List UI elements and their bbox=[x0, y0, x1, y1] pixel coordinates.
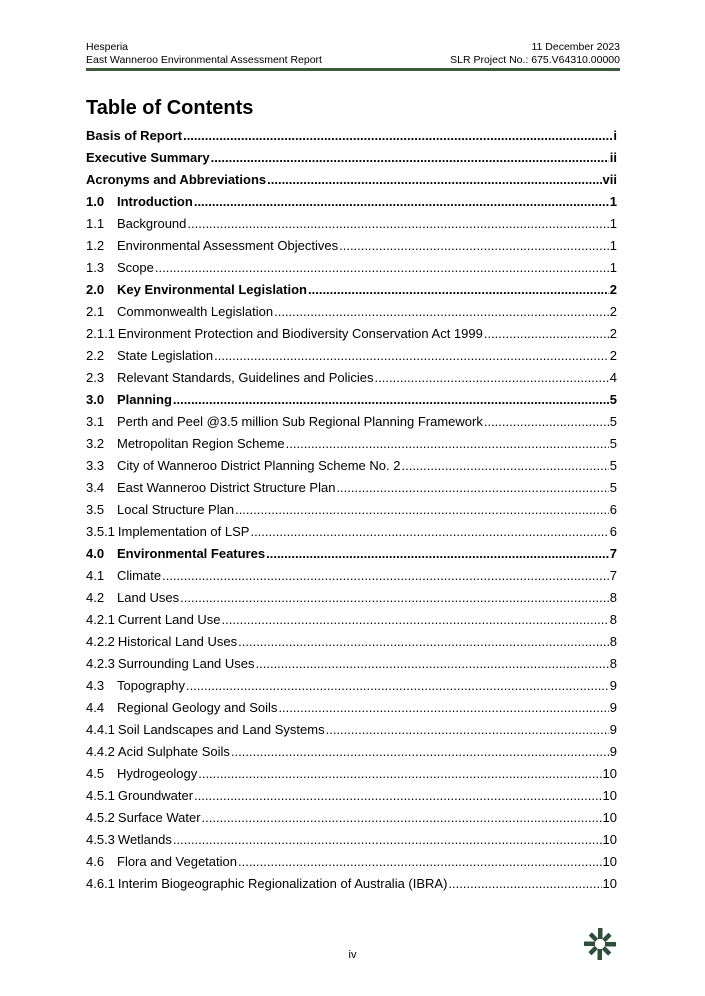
toc-entry[interactable] bbox=[86, 192, 617, 214]
toc-entry-number: 4.4.2 bbox=[86, 744, 115, 759]
toc-entry-title: Climate bbox=[117, 568, 162, 583]
toc-leader-dots bbox=[286, 434, 609, 454]
toc-entry[interactable] bbox=[86, 588, 617, 610]
toc-entry-title: Regional Geology and Soils bbox=[117, 700, 278, 715]
toc-leader-dots bbox=[266, 544, 609, 564]
toc-entry[interactable] bbox=[86, 126, 617, 148]
toc-entry-number: 1.3 bbox=[86, 260, 105, 275]
toc-entry[interactable] bbox=[86, 302, 617, 324]
toc-entry-title: Environmental Features bbox=[117, 546, 266, 561]
toc-leader-dots bbox=[180, 588, 609, 608]
toc-leader-dots bbox=[278, 698, 608, 718]
toc-entry-title: Executive Summary bbox=[86, 150, 210, 165]
toc-entry[interactable] bbox=[86, 434, 617, 456]
toc-entry-title: Relevant Standards, Guidelines and Policies bbox=[117, 370, 374, 385]
toc-entry-title: Acid Sulphate Soils bbox=[117, 744, 230, 759]
toc-leader-dots bbox=[231, 742, 609, 762]
logo-bar bbox=[598, 928, 603, 939]
page-number: iv bbox=[348, 949, 357, 961]
toc-leader-dots bbox=[401, 456, 608, 476]
toc-leader-dots bbox=[183, 126, 612, 146]
toc-entry-number: 4.2.3 bbox=[86, 656, 115, 671]
toc-entry-title: Local Structure Plan bbox=[117, 502, 235, 517]
toc-entry-page: 9 bbox=[609, 700, 617, 715]
toc-entry[interactable] bbox=[86, 874, 617, 896]
logo-bar bbox=[602, 946, 612, 956]
toc-entry-title: City of Wanneroo District Planning Scheme No. 2 bbox=[117, 458, 401, 473]
toc-entry[interactable] bbox=[86, 456, 617, 478]
toc-entry[interactable] bbox=[86, 742, 617, 764]
toc-entry-page: 10 bbox=[602, 766, 617, 781]
toc-entry-title: Interim Biogeographic Regionalization of Australia (IBRA) bbox=[117, 876, 448, 891]
toc-entry-number: 4.3 bbox=[86, 678, 105, 693]
toc-leader-dots bbox=[339, 236, 609, 256]
toc-entry-number: 4.2 bbox=[86, 590, 105, 605]
toc-entry-page: 9 bbox=[609, 722, 617, 737]
toc-entry[interactable] bbox=[86, 148, 617, 170]
toc-entry-page: 7 bbox=[609, 546, 617, 561]
header-divider bbox=[86, 68, 620, 71]
toc-entry-number: 2.1 bbox=[86, 304, 105, 319]
toc-entry[interactable] bbox=[86, 544, 617, 566]
toc-leader-dots bbox=[222, 610, 609, 630]
toc-entry-title: Historical Land Uses bbox=[117, 634, 238, 649]
toc-entry-title: Scope bbox=[117, 260, 154, 275]
header-project-number: SLR Project No.: 675.V64310.00000 bbox=[450, 54, 620, 66]
toc-entry[interactable] bbox=[86, 852, 617, 874]
page-header bbox=[86, 41, 620, 67]
toc-entry-page: 2 bbox=[609, 326, 617, 341]
toc-entry-number: 3.5 bbox=[86, 502, 105, 517]
toc-entry-number: 3.2 bbox=[86, 436, 105, 451]
header-date: 11 December 2023 bbox=[531, 41, 620, 53]
toc-entry[interactable] bbox=[86, 654, 617, 676]
toc-entry-page: 5 bbox=[609, 480, 617, 495]
toc-leader-dots bbox=[173, 830, 602, 850]
toc-leader-dots bbox=[484, 324, 609, 344]
toc-entry-title: Soil Landscapes and Land Systems bbox=[117, 722, 325, 737]
toc-entry[interactable] bbox=[86, 478, 617, 500]
toc-entry-number: 4.5.2 bbox=[86, 810, 115, 825]
toc-entry-page: 9 bbox=[609, 744, 617, 759]
toc-entry-title: East Wanneroo District Structure Plan bbox=[117, 480, 336, 495]
toc-entry[interactable] bbox=[86, 830, 617, 852]
toc-entry-number: 2.0 bbox=[86, 282, 105, 297]
toc-entry[interactable] bbox=[86, 764, 617, 786]
toc-entry-page: 2 bbox=[609, 348, 617, 363]
toc-entry-page: 4 bbox=[609, 370, 617, 385]
toc-leader-dots bbox=[173, 390, 609, 410]
toc-entry-title: Topography bbox=[117, 678, 185, 693]
toc-entry[interactable] bbox=[86, 522, 617, 544]
toc-entry-page: 1 bbox=[609, 260, 617, 275]
toc-entry[interactable] bbox=[86, 324, 617, 346]
toc-leader-dots bbox=[336, 478, 608, 498]
toc-entry[interactable] bbox=[86, 390, 617, 412]
toc-leader-dots bbox=[155, 258, 609, 278]
toc-entry[interactable] bbox=[86, 346, 617, 368]
toc-entry-page: 1 bbox=[609, 194, 617, 209]
toc-entry-title: Perth and Peel @3.5 million Sub Regional Planning Framework bbox=[117, 414, 483, 429]
toc-entry-page: 8 bbox=[609, 656, 617, 671]
toc-entry[interactable] bbox=[86, 500, 617, 522]
toc-entry-page: 5 bbox=[609, 458, 617, 473]
toc-entry[interactable] bbox=[86, 280, 617, 302]
toc-entry[interactable] bbox=[86, 610, 617, 632]
toc-entry[interactable] bbox=[86, 236, 617, 258]
toc-entry-number: 4.5 bbox=[86, 766, 105, 781]
toc-entry-number: 4.5.1 bbox=[86, 788, 115, 803]
toc-leader-dots bbox=[198, 764, 601, 784]
toc-entry[interactable] bbox=[86, 632, 617, 654]
toc-entry-title: Environment Protection and Biodiversity Conservation Act 1999 bbox=[117, 326, 483, 341]
logo-bar bbox=[588, 946, 598, 956]
toc-entry-title: Environmental Assessment Objectives bbox=[117, 238, 339, 253]
toc-entry-title: Flora and Vegetation bbox=[117, 854, 237, 869]
logo-bar bbox=[584, 942, 595, 947]
toc-entry-page: 8 bbox=[609, 634, 617, 649]
toc-entry-number: 2.2 bbox=[86, 348, 105, 363]
toc-entry-number: 1.2 bbox=[86, 238, 105, 253]
toc-entry[interactable] bbox=[86, 170, 617, 192]
toc-entry[interactable] bbox=[86, 808, 617, 830]
toc-entry-number: 2.1.1 bbox=[86, 326, 115, 341]
toc-entry-number: 4.6.1 bbox=[86, 876, 115, 891]
toc-entry-title: Surface Water bbox=[117, 810, 201, 825]
toc-entry-page: 5 bbox=[609, 414, 617, 429]
logo-bar bbox=[598, 949, 603, 960]
toc-entry-number: 3.1 bbox=[86, 414, 105, 429]
toc-leader-dots bbox=[375, 368, 609, 388]
toc-entry-number: 4.2.2 bbox=[86, 634, 115, 649]
toc-entry-title: Land Uses bbox=[117, 590, 180, 605]
toc-entry-title: Planning bbox=[117, 392, 172, 407]
toc-entry-title: Basis of Report bbox=[86, 128, 183, 143]
toc-entry-title: Key Environmental Legislation bbox=[117, 282, 307, 297]
toc-entry-title: Background bbox=[117, 216, 187, 231]
toc-entry-number: 1.1 bbox=[86, 216, 105, 231]
page-title: Table of Contents bbox=[86, 97, 254, 119]
toc-entry-title: Groundwater bbox=[117, 788, 194, 803]
toc-entry-title: Introduction bbox=[117, 194, 193, 209]
toc-entry-page: 10 bbox=[602, 854, 617, 869]
table-of-contents bbox=[86, 126, 617, 896]
toc-entry-number: 2.3 bbox=[86, 370, 105, 385]
toc-entry-title: Current Land Use bbox=[117, 612, 221, 627]
toc-entry-number: 4.1 bbox=[86, 568, 105, 583]
toc-entry-page: 10 bbox=[602, 788, 617, 803]
toc-entry-number: 4.6 bbox=[86, 854, 105, 869]
toc-entry-title: Metropolitan Region Scheme bbox=[117, 436, 285, 451]
toc-entry-page: 1 bbox=[609, 238, 617, 253]
toc-entry-page: 8 bbox=[609, 590, 617, 605]
toc-entry-number: 3.5.1 bbox=[86, 524, 115, 539]
toc-leader-dots bbox=[238, 632, 609, 652]
toc-leader-dots bbox=[194, 192, 609, 212]
toc-entry-number: 3.3 bbox=[86, 458, 105, 473]
toc-entry[interactable] bbox=[86, 214, 617, 236]
toc-leader-dots bbox=[256, 654, 609, 674]
toc-entry-page: 9 bbox=[609, 678, 617, 693]
toc-leader-dots bbox=[326, 720, 609, 740]
toc-entry[interactable] bbox=[86, 412, 617, 434]
toc-entry-page: 1 bbox=[609, 216, 617, 231]
toc-entry[interactable] bbox=[86, 566, 617, 588]
toc-leader-dots bbox=[274, 302, 609, 322]
toc-entry-number: 1.0 bbox=[86, 194, 105, 209]
toc-entry[interactable] bbox=[86, 676, 617, 698]
toc-leader-dots bbox=[214, 346, 609, 366]
toc-entry-number: 4.2.1 bbox=[86, 612, 115, 627]
logo-bar bbox=[605, 942, 616, 947]
toc-entry-page: vii bbox=[602, 172, 617, 187]
toc-leader-dots bbox=[448, 874, 601, 894]
toc-entry-page: 10 bbox=[602, 832, 617, 847]
toc-entry-number: 4.5.3 bbox=[86, 832, 115, 847]
toc-leader-dots bbox=[267, 170, 601, 190]
logo-bar bbox=[589, 932, 599, 942]
toc-leader-dots bbox=[238, 852, 602, 872]
toc-entry-page: 2 bbox=[609, 304, 617, 319]
slr-logo-icon bbox=[582, 926, 618, 962]
toc-entry-page: 5 bbox=[609, 436, 617, 451]
toc-entry-number: 3.0 bbox=[86, 392, 105, 407]
toc-entry-page: 2 bbox=[609, 282, 617, 297]
toc-entry[interactable] bbox=[86, 786, 617, 808]
toc-leader-dots bbox=[194, 786, 601, 806]
toc-entry-number: 4.4.1 bbox=[86, 722, 115, 737]
header-org: Hesperia bbox=[86, 41, 129, 53]
toc-entry[interactable] bbox=[86, 368, 617, 390]
toc-leader-dots bbox=[186, 676, 609, 696]
toc-entry-title: Implementation of LSP bbox=[117, 524, 250, 539]
toc-entry-title: Acronyms and Abbreviations bbox=[86, 172, 267, 187]
toc-entry-page: 5 bbox=[609, 392, 617, 407]
toc-entry-page: i bbox=[613, 128, 617, 143]
toc-entry-title: State Legislation bbox=[117, 348, 214, 363]
toc-entry-title: Surrounding Land Uses bbox=[117, 656, 255, 671]
header-report-title: East Wanneroo Environmental Assessment Report bbox=[86, 54, 322, 66]
toc-entry-title: Wetlands bbox=[117, 832, 172, 847]
toc-leader-dots bbox=[250, 522, 608, 542]
toc-entry-number: 4.4 bbox=[86, 700, 105, 715]
logo-bar bbox=[602, 933, 612, 943]
toc-leader-dots bbox=[211, 148, 609, 168]
toc-leader-dots bbox=[484, 412, 609, 432]
toc-entry[interactable] bbox=[86, 698, 617, 720]
toc-entry-number: 4.0 bbox=[86, 546, 105, 561]
toc-entry-page: 8 bbox=[609, 612, 617, 627]
toc-entry[interactable] bbox=[86, 258, 617, 280]
toc-entry-page: 6 bbox=[609, 502, 617, 517]
toc-entry-title: Hydrogeology bbox=[117, 766, 198, 781]
toc-entry-page: 7 bbox=[609, 568, 617, 583]
toc-leader-dots bbox=[162, 566, 609, 586]
toc-entry[interactable] bbox=[86, 720, 617, 742]
toc-entry-page: ii bbox=[609, 150, 617, 165]
toc-leader-dots bbox=[202, 808, 602, 828]
toc-leader-dots bbox=[308, 280, 609, 300]
toc-entry-title: Commonwealth Legislation bbox=[117, 304, 274, 319]
toc-leader-dots bbox=[235, 500, 609, 520]
toc-entry-page: 10 bbox=[602, 876, 617, 891]
toc-entry-number: 3.4 bbox=[86, 480, 105, 495]
toc-entry-page: 10 bbox=[602, 810, 617, 825]
toc-entry-page: 6 bbox=[609, 524, 617, 539]
toc-leader-dots bbox=[187, 214, 608, 234]
